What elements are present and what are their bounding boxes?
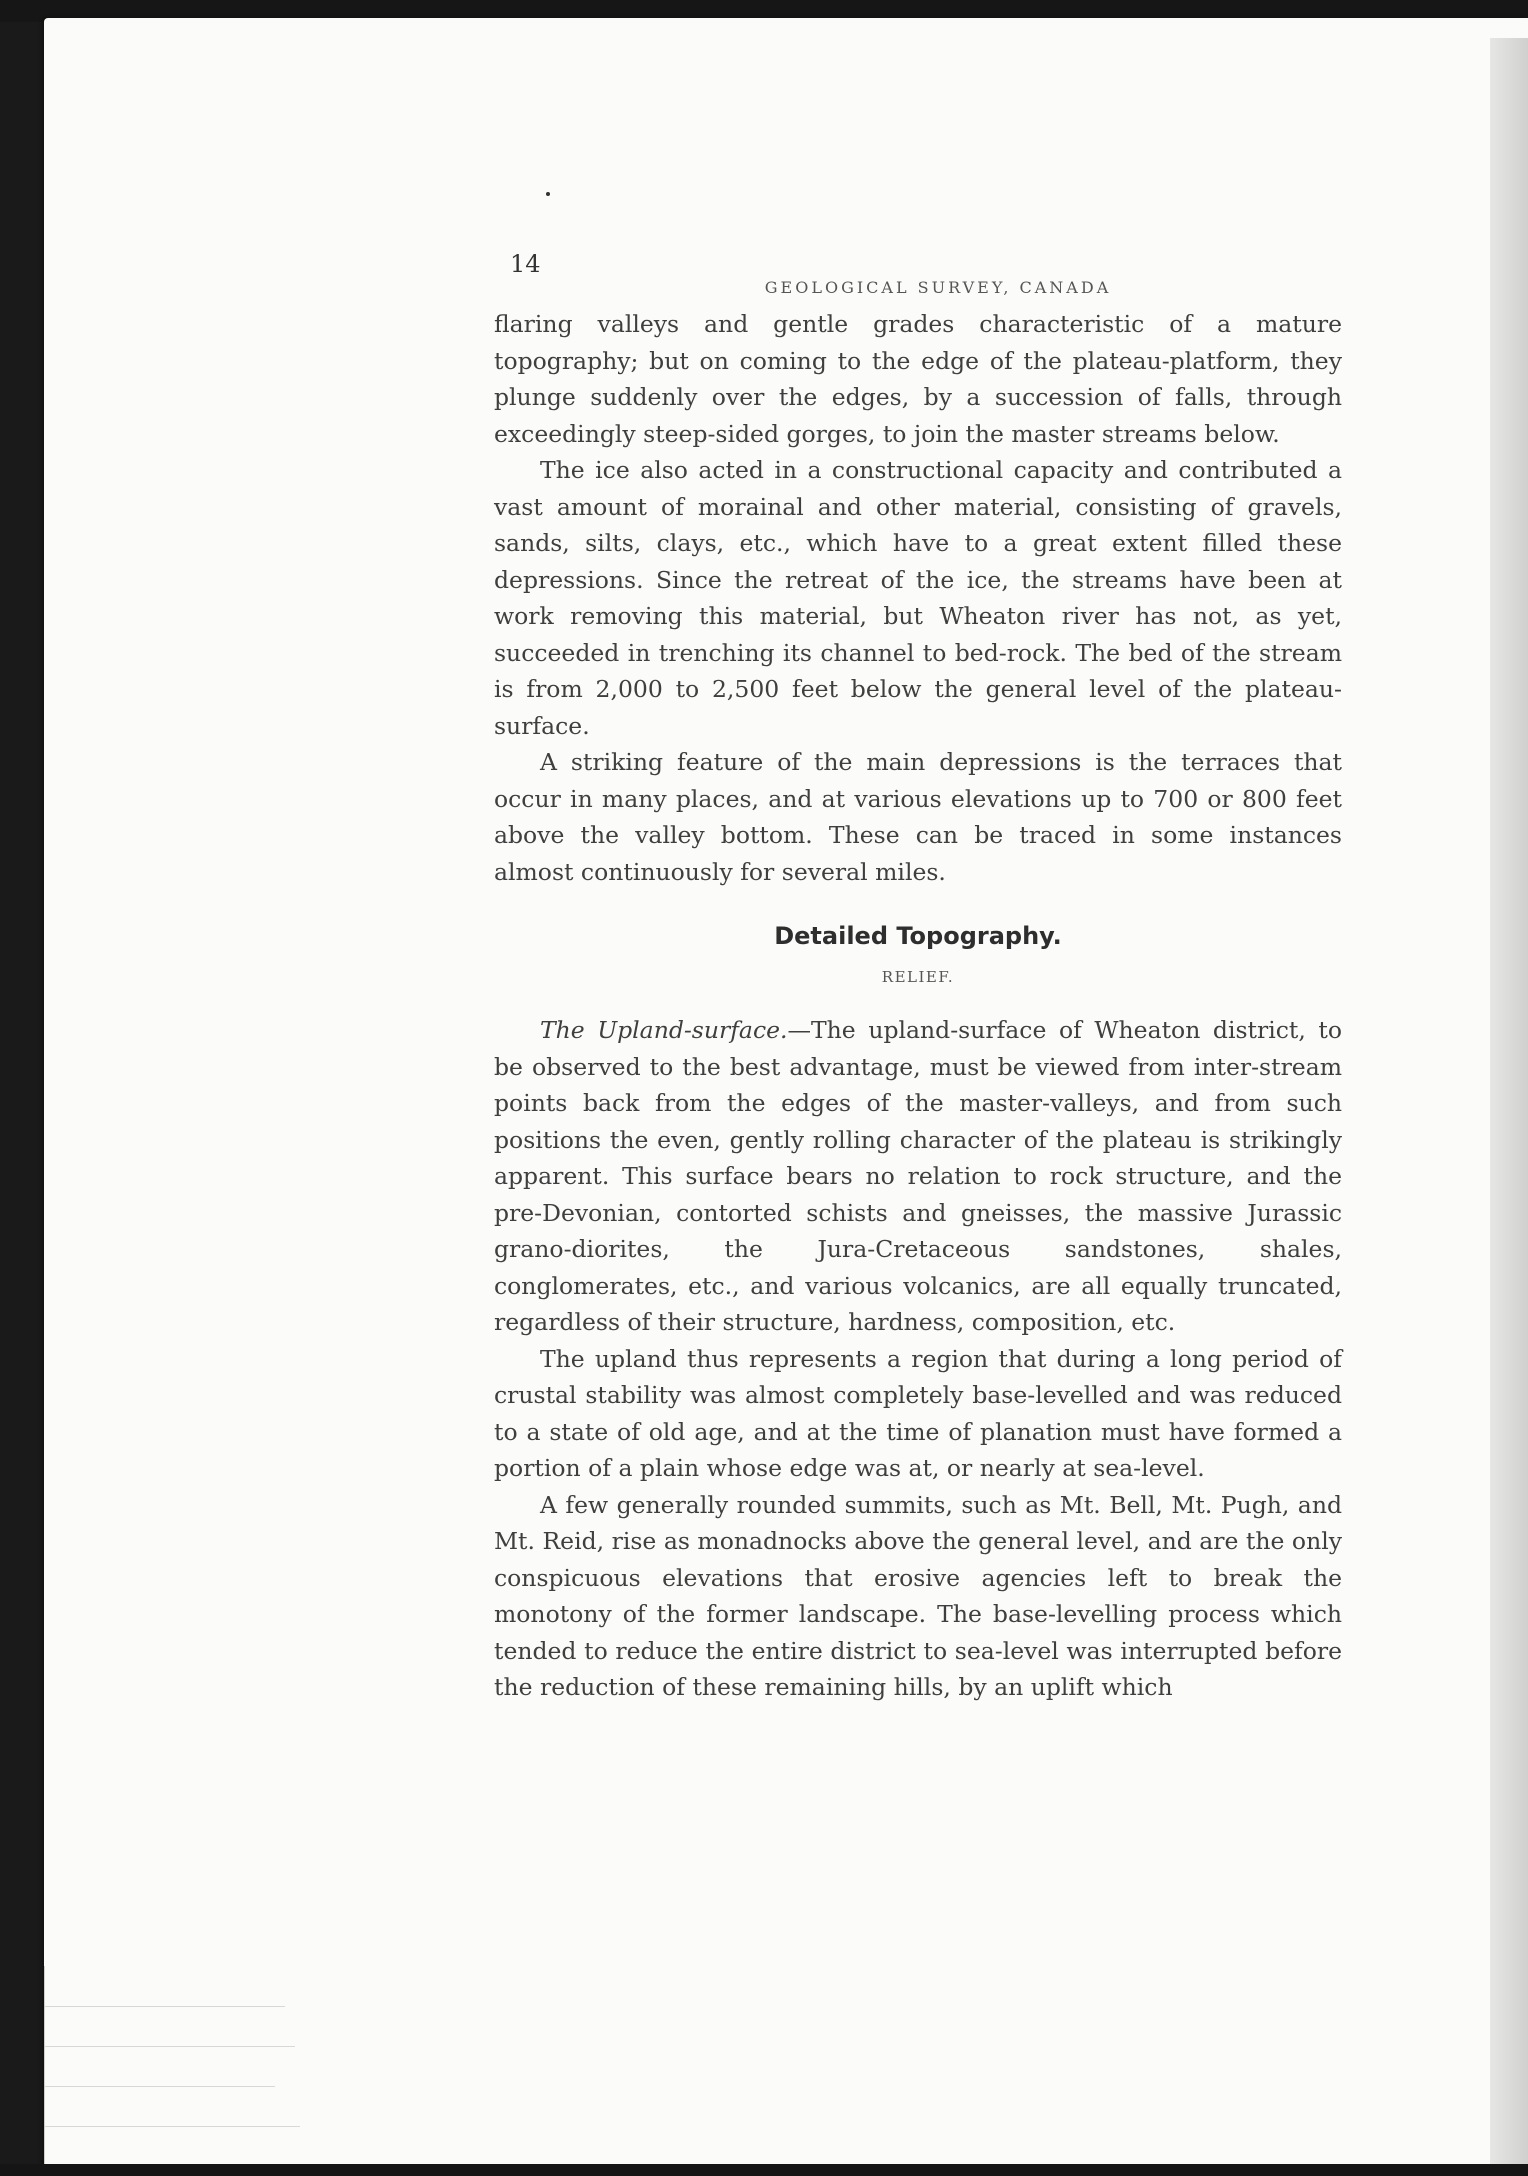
paragraph-upland-region: The upland thus represents a region that during a long period of crustal stability was almost completely base-levelled and was reduced to a state of old age, and at the time of planation must have formed a portion of a plain whose edge was at, or nearly at sea-level. xyxy=(494,1344,1342,1482)
next-page-edge xyxy=(1490,38,1528,2176)
paragraph-upland-surface xyxy=(494,1012,1342,1341)
upland-title: The Upland-surface. xyxy=(540,1016,788,1044)
running-head: GEOLOGICAL SURVEY, CANADA xyxy=(764,278,1112,297)
page-number: 14 xyxy=(510,250,541,278)
paragraph-terraces: A striking feature of the main depressions is the terraces that occur in many places, and at various elevations up to 700 or 800 feet above the valley bottom. These can be traced in some instances almost continuously for several miles. xyxy=(494,748,1342,886)
page-stack-edges xyxy=(44,1966,305,2166)
section-subheading: RELIEF. xyxy=(881,968,955,986)
text-column xyxy=(494,250,1342,1706)
upland-text: —The upland-surface of Wheaton district, to be observed to the best advantage, must be viewed from inter-stream points back from the edges of the master-valleys, and from such positions the even, gently rolling character of the plateau is strikingly apparent. This surface bears no relation to rock structure, and the pre-Devonian, contorted schists and gneisses, the massive Jurassic grano-diorites, the Jura-Cretaceous sandstones, shales, conglomerates, etc., and various volcanics, are all equally truncated, regardless of their structure, hardness, composition, etc. xyxy=(494,1016,1343,1336)
paragraph-continued: flaring valleys and gentle grades characteristic of a mature topography; but on coming to the edge of the plateau-platform, they plunge suddenly over the edges, by a succession of falls, through exceedingly steep-sided gorges, to join the master streams below. xyxy=(494,310,1342,448)
ink-speck xyxy=(546,192,550,196)
scan-border-bottom xyxy=(0,2164,1528,2176)
page-header xyxy=(494,250,1342,306)
paragraph-ice-construction: The ice also acted in a constructional capacity and contributed a vast amount of morainal and other material, consisting of gravels, sands, silts, clays, etc., which have to a great extent filled these depressions. Since the retreat of the ice, the streams have been at work removing this material, but Wheaton river has not, as yet, succeeded in trenching its channel to bed-rock. The bed of the stream is from 2,000 to 2,500 feet below the general level of the plateau-surface. xyxy=(494,456,1342,740)
paragraph-monadnocks: A few generally rounded summits, such as Mt. Bell, Mt. Pugh, and Mt. Reid, rise as monadnocks above the general level, and are the only conspicuous elevations that erosive agencies left to break the monotony of the former landscape. The base-levelling process which tended to reduce the entire district to sea-level was interrupted before the reduction of these remaining hills, by an uplift which xyxy=(494,1490,1342,1701)
section-heading: Detailed Topography. xyxy=(774,922,1062,950)
